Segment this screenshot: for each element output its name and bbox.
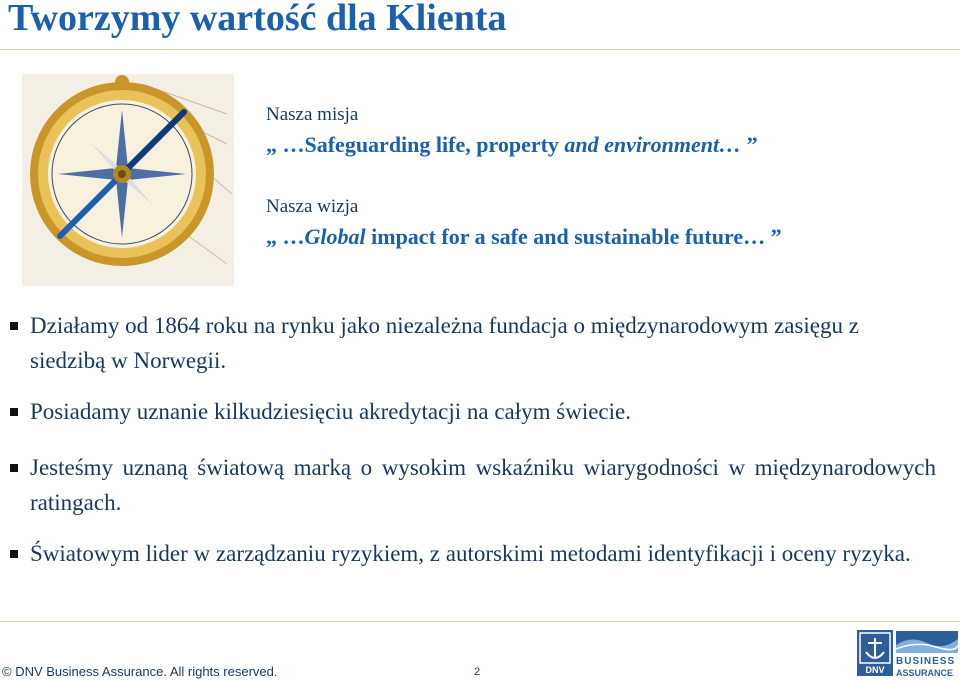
page-number: 2	[474, 666, 481, 678]
title-divider	[0, 49, 960, 50]
mission-quote-close: ”	[741, 132, 758, 157]
business-assurance-logo	[896, 631, 958, 679]
square-bullet-icon	[10, 464, 18, 472]
bullet-text: Posiadamy uznanie kilkudziesięciu akredytacji na całym świecie.	[30, 399, 631, 424]
dnv-logo-text: DNV	[865, 665, 885, 675]
mission-text-main: Safeguarding life, property	[304, 132, 565, 157]
mission-quote-open: „ …	[266, 132, 305, 157]
bullet-item	[10, 394, 936, 429]
brand-line-2: ASSURANCE	[896, 668, 954, 678]
vision-motto	[266, 224, 782, 250]
vision-text-main: impact for a safe and sustainable future…	[365, 224, 766, 249]
square-bullet-icon	[10, 408, 18, 416]
vision-label: Nasza wizja	[266, 196, 359, 217]
bullet-text: Jesteśmy uznaną światową marką o wysokim wskaźniku wiarygodności w międzynarodowych ratingach.	[30, 455, 936, 515]
mission-text-italic: and environment…	[564, 132, 742, 157]
footer-divider	[0, 621, 960, 622]
mission-label: Nasza misja	[266, 104, 359, 125]
square-bullet-icon	[10, 322, 18, 330]
anchor-icon	[857, 630, 893, 676]
bullet-item	[10, 450, 936, 520]
vision-quote-close: ”	[765, 224, 782, 249]
vision-text-italic: Global	[304, 224, 366, 249]
dnv-logo	[857, 630, 893, 676]
wave-icon	[896, 631, 958, 653]
footer-copyright: © DNV Business Assurance. All rights reserved.	[2, 664, 278, 679]
bullet-item	[10, 536, 936, 571]
slide-title: Tworzymy wartość dla Klienta	[8, 0, 507, 39]
vision-quote-open: „ …	[266, 224, 305, 249]
bullet-text: Działamy od 1864 roku na rynku jako niezależna fundacja o międzynarodowym zasięgu z siedzibą w Norwegii.	[30, 313, 859, 373]
compass-image	[22, 74, 234, 286]
brand-line-1: BUSINESS	[896, 656, 956, 667]
mission-motto	[266, 132, 758, 158]
square-bullet-icon	[10, 550, 18, 558]
bullet-item	[10, 308, 936, 378]
bullet-text: Światowym lider w zarządzaniu ryzykiem, z autorskimi metodami identyfikacji i oceny ryzyka.	[30, 541, 911, 566]
